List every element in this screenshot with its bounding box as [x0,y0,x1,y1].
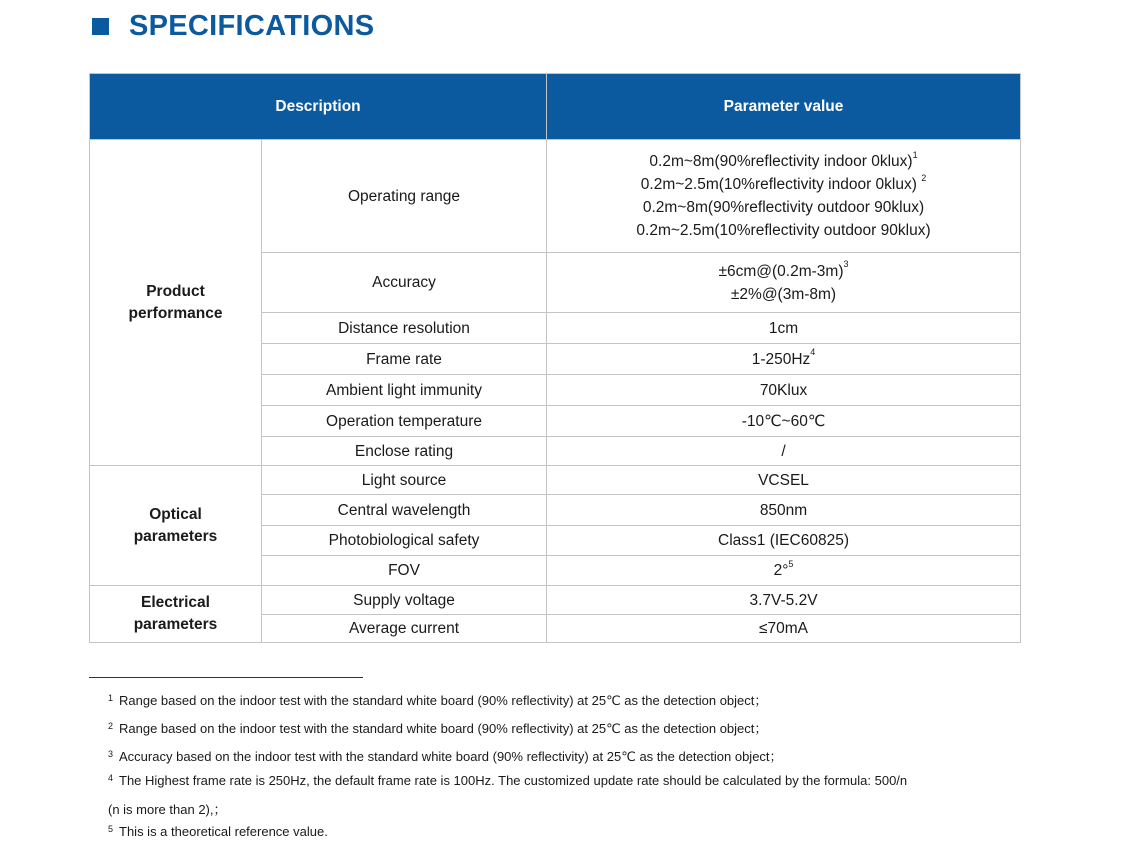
spec-value-text: 1-250Hz [751,350,811,368]
square-bullet-icon [92,18,109,35]
footnote-mark: 1 [108,693,114,703]
footnote [108,824,328,839]
spec-label: Light source [262,466,547,495]
spec-value-text: ±2%@(3m-8m) [730,285,837,303]
table-header-row [90,74,1021,140]
spec-value-line [551,317,1016,340]
table-row [90,586,1021,615]
footnote-text: This is a theoretical reference value. [119,824,328,839]
footnote [108,773,907,788]
footnote-ref: 1 [912,149,918,160]
spec-value-line [551,529,1016,552]
spec-value-line [551,219,1016,242]
group-label-word: Product [146,282,205,300]
table-row [90,140,1021,253]
spec-value-text: 0.2m~8m(90%reflectivity outdoor 90klux) [642,199,925,216]
spec-label: Average current [262,615,547,643]
spec-label: FOV [262,556,547,586]
group-label-word: parameters [133,616,218,633]
footnote [108,690,767,709]
spec-value-line [551,559,1016,582]
group-label-word: Electrical [141,594,210,611]
footnote-mark: 3 [108,749,114,759]
spec-value [547,253,1021,313]
spec-label: Central wavelength [262,495,547,526]
spec-value-line [551,589,1016,612]
spec-value-line [551,469,1016,492]
spec-label: Enclose rating [262,437,547,466]
footnote-ref: 3 [843,259,849,270]
spec-value-text: Class1 (IEC60825) [718,532,849,549]
spec-value-line [551,440,1016,463]
spec-value-text: -10℃~60℃ [741,412,826,430]
footnote-text: (n is more than 2),； [108,802,227,817]
spec-value [547,313,1021,344]
footnote-divider [89,677,363,678]
spec-value-text: 1cm [768,319,799,337]
footnote-ref: 5 [788,558,794,569]
page-title: SPECIFICATIONS [129,9,375,42]
spec-value [547,140,1021,253]
spec-value [547,615,1021,643]
spec-value-line [551,173,1016,196]
spec-value [547,344,1021,375]
footnote-text: Range based on the indoor test with the standard white board (90% reflectivity) at 25℃ as the detection object； [119,693,768,708]
footnote-mark: 5 [108,824,114,834]
group-label [90,140,262,466]
group-label [90,586,262,643]
spec-value-line [551,260,1016,283]
group-label-word: parameters [133,527,218,545]
spec-label: Photobiological safety [262,526,547,556]
spec-value [547,406,1021,437]
spec-value-text: 0.2m~8m(90%reflectivity indoor 0klux) [649,153,913,170]
spec-value-text: ±6cm@(0.2m-3m) [718,262,844,280]
spec-value-text: ≤70mA [759,620,809,637]
spec-value-line [551,617,1016,640]
spec-value-line [551,150,1016,173]
spec-value-text: 0.2m~2.5m(10%reflectivity indoor 0klux) [640,176,922,193]
spec-value-line [551,283,1016,306]
footnote-text: The Highest frame rate is 250Hz, the default frame rate is 100Hz. The customized update rate should be calculated by the formula: 500/n [119,773,908,788]
footnote-mark: 4 [108,773,114,783]
spec-value-text: 850nm [759,501,808,519]
footnote [108,746,783,765]
spec-value-line [551,196,1016,219]
spec-label: Operating range [262,140,547,253]
table-body [90,140,1021,643]
spec-value [547,586,1021,615]
description-header: Description [90,74,547,140]
section-heading [92,10,374,42]
spec-value [547,526,1021,556]
spec-label: Ambient light immunity [262,375,547,406]
spec-label: Supply voltage [262,586,547,615]
footnote [108,718,767,737]
spec-value-text: 0.2m~2.5m(10%reflectivity outdoor 90klux) [636,222,931,239]
spec-label: Operation temperature [262,406,547,437]
spec-value [547,556,1021,586]
footnote [108,799,227,818]
spec-value-text: VCSEL [758,471,809,489]
spec-label: Distance resolution [262,313,547,344]
parameter-value-header: Parameter value [547,74,1021,140]
spec-value-line [551,348,1016,371]
table-row [90,466,1021,495]
spec-label: Accuracy [262,253,547,313]
spec-value-text: 70Klux [759,381,808,399]
footnote-mark: 2 [108,721,114,731]
spec-value-line [551,410,1016,433]
group-label-word: Optical [149,505,202,523]
group-label-word: performance [128,304,223,322]
spec-value-line [551,379,1016,402]
spec-value-text: 3.7V-5.2V [749,591,818,609]
specifications-table [89,73,1021,643]
footnote-ref: 4 [810,347,816,358]
spec-label: Frame rate [262,344,547,375]
spec-value [547,437,1021,466]
spec-value [547,466,1021,495]
footnote-ref: 2 [921,172,927,183]
spec-value-text: 2° [773,562,789,579]
footnote-text: Range based on the indoor test with the standard white board (90% reflectivity) at 25℃ as the detection object； [119,721,768,736]
spec-value [547,375,1021,406]
spec-value-line [551,499,1016,522]
spec-value-text: / [781,442,786,460]
group-label [90,466,262,586]
spec-value [547,495,1021,526]
footnote-text: Accuracy based on the indoor test with the standard white board (90% reflectivity) at 25℃ as the detection object； [119,749,783,764]
